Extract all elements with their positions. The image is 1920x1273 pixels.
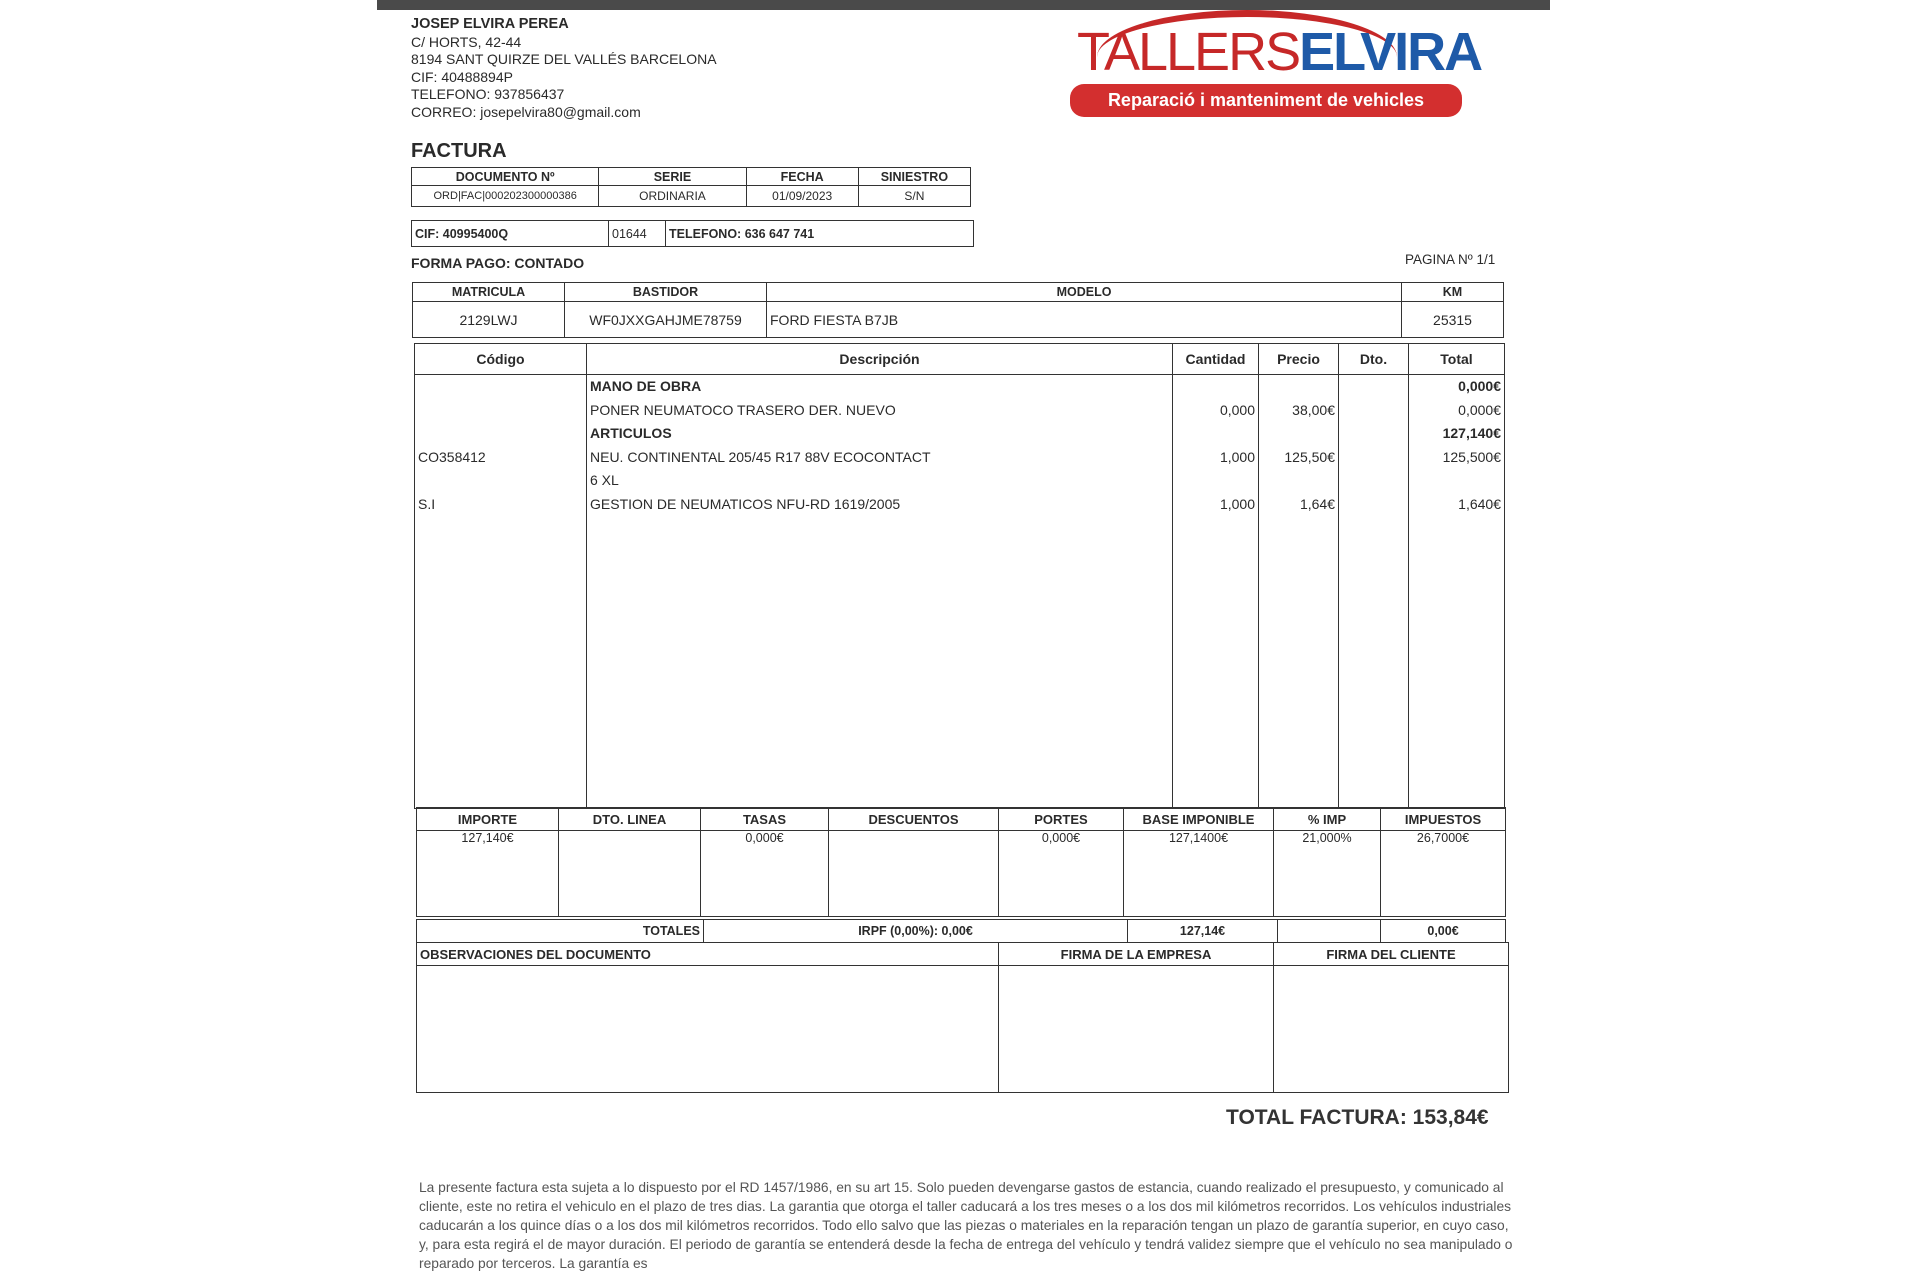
dto-column xyxy=(1339,375,1409,809)
logo-brand xyxy=(1077,22,1481,82)
total-header: Total xyxy=(1409,344,1505,375)
base-imponible-header: BASE IMPONIBLE xyxy=(1124,808,1274,831)
pct-imp-value: 21,000% xyxy=(1274,831,1381,917)
logo-brand-elvira: ELVIRA xyxy=(1299,22,1482,82)
siniestro-value: S/N xyxy=(858,186,970,207)
codigo-header: Código xyxy=(415,344,587,375)
item-dto xyxy=(1342,469,1405,493)
precio-header: Precio xyxy=(1259,344,1339,375)
item-descripcion: GESTION DE NEUMATICOS NFU-RD 1619/2005 xyxy=(590,495,901,512)
modelo-value: FORD FIESTA B7JB xyxy=(767,302,1402,338)
item-descripcion: NEU. CONTINENTAL 205/45 R17 88V ECOCONTACT xyxy=(590,448,931,465)
client-phone: TELEFONO: 636 647 741 xyxy=(666,221,974,247)
fecha-header: FECHA xyxy=(746,168,858,186)
matricula-header: MATRICULA xyxy=(413,283,565,302)
item-descripcion: ARTICULOS xyxy=(590,425,672,441)
item-total: 0,000€ xyxy=(1458,378,1501,394)
totales-impuestos: 0,00€ xyxy=(1381,920,1506,943)
invoice-total: TOTAL FACTURA: 153,84€ xyxy=(1226,1106,1489,1129)
item-codigo xyxy=(418,399,583,423)
item-codigo xyxy=(418,422,583,446)
item-precio xyxy=(1262,469,1335,493)
item-precio xyxy=(1262,422,1335,446)
item-descripcion: PONER NEUMATOCO TRASERO DER. NUEVO xyxy=(590,401,896,418)
item-codigo xyxy=(418,375,583,399)
document-title: FACTURA xyxy=(411,140,507,162)
item-precio: 1,64€ xyxy=(1299,495,1335,512)
summary-table xyxy=(416,807,1506,917)
item-codigo xyxy=(418,469,583,493)
item-precio: 38,00€ xyxy=(1292,401,1335,418)
descripcion-column xyxy=(587,375,1173,809)
observations-table xyxy=(416,942,1509,1093)
item-dto xyxy=(1342,375,1405,399)
modelo-header: MODELO xyxy=(767,283,1402,302)
items-body xyxy=(415,375,1505,809)
portes-header: PORTES xyxy=(999,808,1124,831)
importe-header: IMPORTE xyxy=(417,808,559,831)
firma-cliente-box xyxy=(1274,966,1509,1093)
firma-cliente-header: FIRMA DEL CLIENTE xyxy=(1274,943,1509,966)
pct-imp-header: % IMP xyxy=(1274,808,1381,831)
dto-linea-header: DTO. LINEA xyxy=(559,808,701,831)
item-precio: 125,50€ xyxy=(1284,448,1335,465)
company-phone: TELEFONO: 937856437 xyxy=(411,86,565,102)
item-total xyxy=(1412,469,1501,493)
firma-empresa-header: FIRMA DE LA EMPRESA xyxy=(999,943,1274,966)
company-cif: CIF: 40488894P xyxy=(411,68,513,85)
item-dto xyxy=(1342,493,1405,517)
item-cantidad: 1,000 xyxy=(1219,495,1255,512)
descuentos-header: DESCUENTOS xyxy=(829,808,999,831)
payment-method: FORMA PAGO: CONTADO xyxy=(411,255,585,271)
serie-value: ORDINARIA xyxy=(599,186,746,207)
tasas-header: TASAS xyxy=(701,808,829,831)
legal-text: La presente factura esta sujeta a lo dispuesto por el RD 1457/1986, en su art 15. Solo pueden devengarse gastos de estancia, cuando realizado el presupuesto, y comunicado al cliente, este no retira el vehiculo en el plazo de tres dias. La garantia que otorga el taller caducará a los tres meses o a los dos mil kilómetros recorridos. Los vehículos industriales caducarán a los quince días o a los dos mil kilómetros recorridos. Todo ello salvo que las piezas o materiales en la reparación tengan un plazo de garantía superior, en cuyo caso, y, para esta regirá el de mayor duración. El periodo de garantía se entenderá desde la fecha de entrega del vehículo y tendrá validez siempre que el vehículo no sea manipulado o reparado por terceros. La garantía es xyxy=(419,1180,1513,1271)
cantidad-column xyxy=(1173,375,1259,809)
total-column xyxy=(1409,375,1505,809)
observaciones-box xyxy=(417,966,999,1093)
item-total: 1,640€ xyxy=(1458,495,1501,512)
fecha-value: 01/09/2023 xyxy=(746,186,858,207)
bastidor-header: BASTIDOR xyxy=(565,283,767,302)
doc-number-header: DOCUMENTO Nº xyxy=(412,168,599,186)
dto-header: Dto. xyxy=(1339,344,1409,375)
base-imponible-value: 127,1400€ xyxy=(1124,831,1274,917)
item-cantidad xyxy=(1176,469,1255,493)
descuentos-value xyxy=(829,831,999,917)
page-number: PAGINA Nº 1/1 xyxy=(1405,252,1496,267)
serie-header: SERIE xyxy=(599,168,746,186)
item-dto xyxy=(1342,399,1405,423)
item-descripcion: 6 XL xyxy=(590,472,619,488)
item-total: 127,140€ xyxy=(1442,425,1501,441)
vehicle-table xyxy=(412,282,1504,338)
impuestos-value: 26,7000€ xyxy=(1381,831,1506,917)
totales-empty xyxy=(1278,920,1381,943)
document-info-table xyxy=(411,167,971,207)
item-codigo: CO358412 xyxy=(418,448,486,465)
company-info xyxy=(411,16,717,121)
tallers-elvira-logo xyxy=(1067,0,1482,125)
item-cantidad: 0,000 xyxy=(1219,401,1255,418)
item-descripcion: MANO DE OBRA xyxy=(590,378,702,394)
codigo-column xyxy=(415,375,587,809)
bastidor-value: WF0JXXGAHJME78759 xyxy=(565,302,767,338)
dto-linea-value xyxy=(559,831,701,917)
company-email: CORREO: josepelvira80@gmail.com xyxy=(411,103,641,120)
km-header: KM xyxy=(1402,283,1504,302)
item-dto xyxy=(1342,422,1405,446)
tasas-value: 0,000€ xyxy=(701,831,829,917)
logo-tagline: Reparació i manteniment de vehicles xyxy=(1070,84,1462,117)
item-cantidad xyxy=(1176,422,1255,446)
irpf-value: IRPF (0,00%): 0,00€ xyxy=(704,920,1128,943)
firma-empresa-box xyxy=(999,966,1274,1093)
totales-base: 127,14€ xyxy=(1128,920,1278,943)
item-total: 0,000€ xyxy=(1458,401,1501,418)
precio-column xyxy=(1259,375,1339,809)
logo-brand-tallers: TALLERS xyxy=(1077,22,1300,82)
impuestos-header: IMPUESTOS xyxy=(1381,808,1506,831)
siniestro-header: SINIESTRO xyxy=(858,168,970,186)
descripcion-header: Descripción xyxy=(587,344,1173,375)
invoice-page xyxy=(377,0,1550,1271)
client-info-table xyxy=(411,220,974,247)
totales-label: TOTALES xyxy=(417,920,704,943)
company-city: 8194 SANT QUIRZE DEL VALLÉS BARCELONA xyxy=(411,51,717,67)
item-cantidad xyxy=(1176,375,1255,399)
item-precio xyxy=(1262,375,1335,399)
cantidad-header: Cantidad xyxy=(1173,344,1259,375)
km-value: 25315 xyxy=(1402,302,1504,338)
observaciones-header: OBSERVACIONES DEL DOCUMENTO xyxy=(417,943,999,966)
doc-number-value: ORD|FAC|000202300000386 xyxy=(412,186,599,207)
item-total: 125,500€ xyxy=(1442,448,1501,465)
items-table xyxy=(414,343,1505,809)
importe-value: 127,140€ xyxy=(417,831,559,917)
portes-value: 0,000€ xyxy=(999,831,1124,917)
item-cantidad: 1,000 xyxy=(1219,448,1255,465)
company-name: JOSEP ELVIRA PEREA xyxy=(411,16,569,32)
matricula-value: 2129LWJ xyxy=(413,302,565,338)
item-codigo: S.I xyxy=(418,495,436,512)
client-code: 01644 xyxy=(609,221,666,247)
totals-row xyxy=(416,919,1506,943)
item-dto xyxy=(1342,446,1405,470)
client-cif: CIF: 40995400Q xyxy=(412,221,609,247)
company-address: C/ HORTS, 42-44 xyxy=(411,33,522,50)
